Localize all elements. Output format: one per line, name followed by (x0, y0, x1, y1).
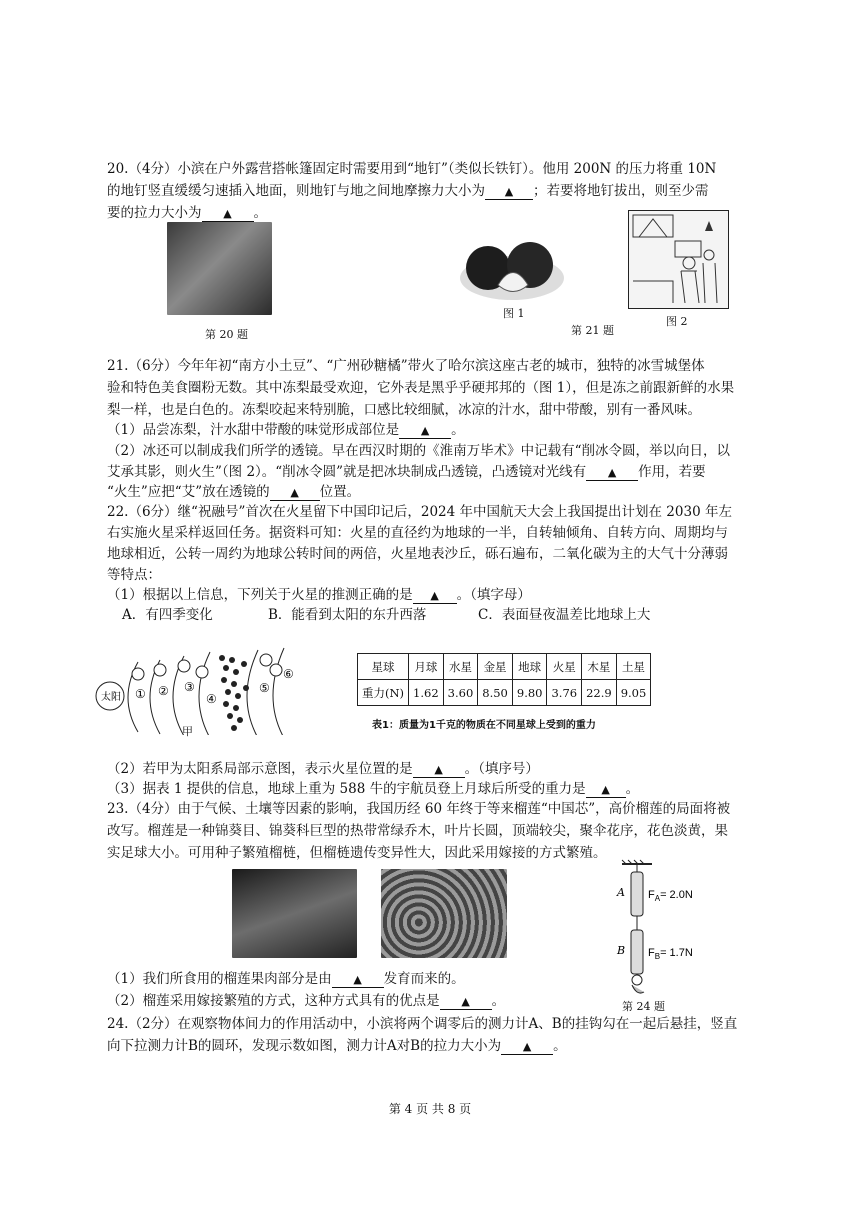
frozen-pear-photo (458, 240, 566, 302)
q22-text: （1）根据以上信息，下列关于火星的推测正确的是 (107, 587, 413, 603)
gravity-table (357, 653, 651, 706)
durian-flower-photo (232, 869, 357, 958)
q21-text: 艾承其影，则火生”（图 2）。“削冰令圆”就是把冰块制成凸透镜，凸透镜对光线有 (107, 464, 587, 480)
answer-blank[interactable]: ▲ (586, 783, 626, 798)
answer-blank[interactable]: ▲ (270, 486, 320, 501)
sun-label: 太阳 (101, 692, 121, 703)
spring-scale-a (631, 872, 643, 916)
table-header-cell: 地球 (512, 654, 547, 680)
answer-blank[interactable]: ▲ (485, 185, 533, 200)
orbit-label-5: ⑤ (259, 681, 270, 695)
table-caption: 表1：质量为1千克的物质在不同星球上受到的重力 (372, 720, 596, 731)
q20-text: 要的拉力大小为 (107, 205, 202, 221)
q23-text: （1）我们所食用的榴莲果肉部分是由 (107, 971, 332, 987)
table-cell: 9.80 (512, 680, 547, 706)
ancient-ice-lens-drawing (628, 210, 729, 309)
q22-line1: 22.（6分）继“祝融号”首次在火星留下中国印记后，2024 年中国航天大会上我国提出计划在 2030 年左 (107, 504, 732, 520)
table-row-label: 重力(N) (358, 680, 409, 706)
q22-options (122, 606, 772, 626)
force-b-label: $F_B= 1.7N$ (648, 947, 693, 961)
q21-text: 位置。 (319, 484, 361, 500)
q23-line3: 实足球大小。可用种子繁殖榴梿，但榴梿遗传变异性大，因此采用嫁接的方式繁殖。 (107, 845, 607, 861)
q24-caption: 第 24 题 (622, 1000, 665, 1013)
orbit-label-1: ① (135, 687, 146, 701)
q21-caption: 第 21 题 (571, 324, 614, 337)
q21-line1: 21.（6分）今年年初“南方小土豆”、“广州砂糖橘”带火了哈尔滨这座古老的城市，独特的冰雪城堡体 (107, 358, 705, 374)
q21-text: （1）品尝冻梨，汁水甜中带酸的味觉形成部位是 (107, 422, 400, 438)
answer-blank[interactable]: ▲ (399, 424, 451, 439)
q21-line2: 验和特色美食圈粉无数。其中冻梨最受欢迎，它外表是黑乎乎硬邦邦的（图 1），但是冻之前跟新鲜的水果 (107, 380, 735, 396)
q22-text: （3）据表 1 提供的信息，地球上重为 588 牛的宇航员登上月球后所受的重力是 (107, 781, 586, 797)
fig1-caption: 图 1 (503, 307, 525, 320)
q22-sub3 (107, 780, 757, 800)
q22-line2: 右实施火星采样返回任务。据资料可知：火星的直径约为地球的一半，自转轴倾角、自转方向、周期均与 (107, 525, 728, 541)
q23-line2: 改写。榴莲是一种锦葵目、锦葵科巨型的热带常绿乔木，叶片长圆，顶端较尖，聚伞花序，花色淡黄，果 (107, 823, 728, 839)
scale-b-label: B (617, 944, 626, 957)
q22-sub2 (107, 760, 757, 780)
q23-text: 。 (491, 993, 506, 1009)
q21-text: 作用，若要 (638, 464, 706, 480)
q21-sub1 (107, 421, 757, 441)
table-cell: 1.62 (409, 680, 444, 706)
spring-scale-b (631, 930, 643, 974)
answer-blank[interactable]: ▲ (332, 973, 384, 988)
fig2-caption: 图 2 (666, 315, 688, 328)
table-cell: 3.76 (547, 680, 582, 706)
q22-text: 。 (625, 781, 640, 797)
q24-line2 (107, 1037, 757, 1057)
table-header-cell: 木星 (582, 654, 617, 680)
q23-text: 发育而来的。 (383, 971, 465, 987)
q21-text: 。 (451, 422, 465, 438)
orbit-label-2: ② (158, 684, 169, 698)
q23-line1: 23.（4分）由于气候、土壤等因素的影响，我国历经 60 年终于等来榴莲“中国芯”，高价榴莲的局面将被 (107, 801, 731, 817)
option-b[interactable]: B．能看到太阳的东升西落 (268, 607, 427, 623)
q21-text: “火生”应把“艾”放在透镜的 (107, 484, 270, 500)
table-header-cell: 水星 (443, 654, 478, 680)
ground-nail-photo (167, 222, 272, 315)
q20-text: ；若要将地钉拔出，则至少需 (533, 183, 709, 199)
orbit-label-4: ④ (206, 692, 217, 706)
q21-sub2-line3 (107, 483, 757, 503)
table-cell: 22.9 (582, 680, 617, 706)
scale-a-label: A (617, 886, 625, 899)
q21-sub2-line2 (107, 463, 757, 483)
force-a-label: $F_A= 2.0N$ (648, 889, 693, 903)
durian-fruit-photo (381, 869, 507, 958)
option-a[interactable]: A．有四季变化 (122, 607, 213, 623)
q24-line1: 24.（2分）在观察物体间力的作用活动中，小滨将两个调零后的测力计A、B的挂钩勾在一起后悬挂，竖直 (107, 1016, 738, 1032)
q20-text: 的地钉竖直缓缓匀速插入地面，则地钉与地之间地摩擦力大小为 (107, 183, 485, 199)
answer-blank[interactable]: ▲ (440, 995, 492, 1010)
q22-sub1 (107, 586, 757, 606)
orbit-label-6: ⑥ (283, 667, 294, 681)
q20-line1: 20.（4分）小滨在户外露营搭帐篷固定时需要用到“地钉”（类似长铁钉）。他用 200N 的压力将重 10N (107, 161, 717, 177)
q23-text: （2）榴莲采用嫁接繁殖的方式，这种方式具有的优点是 (107, 993, 440, 1009)
table-header-cell: 火星 (547, 654, 582, 680)
table-header-cell: 星球 (358, 654, 409, 680)
q20-text: 。 (253, 205, 267, 221)
solar-system-diagram (88, 640, 313, 735)
orbit-label-3: ③ (184, 680, 195, 694)
q20-line2 (107, 182, 757, 202)
q23-sub1 (107, 970, 757, 990)
q22-text: 。（填字母） (456, 587, 531, 603)
q24-text: 。 (553, 1038, 567, 1054)
table-cell: 9.05 (616, 680, 651, 706)
answer-blank[interactable]: ▲ (202, 207, 254, 222)
answer-blank[interactable]: ▲ (413, 763, 465, 778)
table-cell: 8.50 (478, 680, 513, 706)
answer-blank[interactable]: ▲ (586, 466, 638, 481)
q24-text: 向下拉测力计B的圆环，发现示数如图，测力计A对B的拉力大小为 (107, 1038, 502, 1054)
q20-caption: 第 20 题 (205, 328, 248, 341)
q22-text: 。（填序号） (464, 761, 539, 777)
answer-blank[interactable]: ▲ (413, 589, 457, 604)
q21-line3: 梨一样，也是白色的。冻梨咬起来特别脆，口感比较细腻，冰凉的汁水，甜中带酸，别有一番风味。 (107, 402, 701, 418)
table-row (358, 680, 651, 706)
q22-line3: 地球相近，公转一周约为地球公转时间的两倍，火星地表沙丘，砾石遍布，二氧化碳为主的大气十分薄弱 (107, 546, 728, 562)
option-c[interactable]: C．表面昼夜温差比地球上大 (478, 607, 651, 623)
diagram-caption: 甲 (182, 725, 193, 738)
answer-blank[interactable]: ▲ (501, 1040, 553, 1055)
table-header-cell: 月球 (409, 654, 444, 680)
q22-line4: 等特点： (107, 567, 161, 583)
table-header-row (358, 654, 651, 680)
table-cell: 3.60 (443, 680, 478, 706)
q21-sub2-line1: （2）冰还可以制成我们所学的透镜。早在西汉时期的《淮南万毕术》中记载有“削冰令圆，举以向日，以 (107, 443, 730, 459)
q22-text: （2）若甲为太阳系局部示意图，表示火星位置的是 (107, 761, 413, 777)
table-header-cell: 土星 (616, 654, 651, 680)
table-header-cell: 金星 (478, 654, 513, 680)
page-footer: 第 4 页 共 8 页 (388, 1102, 472, 1116)
